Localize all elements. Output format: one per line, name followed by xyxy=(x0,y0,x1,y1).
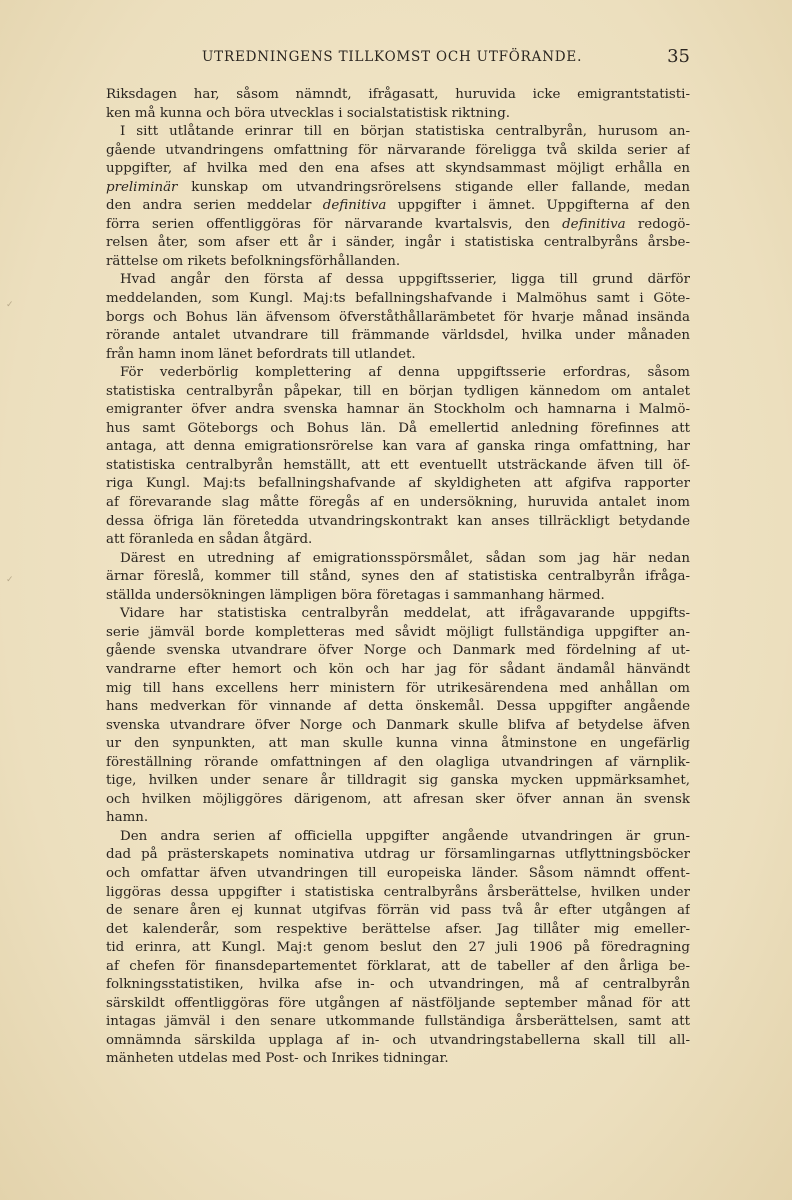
text-line: statistiska centralbyrån hemställt, att ett eventuellt utsträckande äfven till öf- xyxy=(106,457,690,473)
text-line: svenska utvandrare öfver Norge och Danmark skulle blifva af betydelse äfven xyxy=(106,717,690,733)
emphasized-word: preliminär xyxy=(106,179,178,195)
text-line: från hamn inom länet befordrats till utlandet. xyxy=(106,346,416,362)
text-line: ärnar föreslå, kommer till stånd, synes den af statistiska centralbyrån ifråga- xyxy=(106,569,690,585)
text-line: särskildt offentliggöras före utgången af nästföljande september månad för att xyxy=(106,995,690,1011)
text-line: dessa öfriga län företedda utvandringskontrakt kan anses tillräckligt betydande xyxy=(106,513,690,529)
text-line: gående svenska utvandrare öfver Norge och Danmark med fördelning af ut- xyxy=(106,643,690,659)
text-line: vandrarne efter hemort och kön och har jag för sådant ändamål hänvändt xyxy=(106,661,690,677)
emphasized-word: definitiva xyxy=(322,198,387,214)
emphasized-word: definitiva xyxy=(562,216,626,232)
text-line: riga Kungl. Maj:ts befallningshafvande af skyldigheten att afgifva rapporter xyxy=(106,476,690,492)
text-line: I sitt utlåtande erinrar till en början statistiska centralbyrån, hurusom an- xyxy=(120,124,690,140)
text-line: Hvad angår den första af dessa uppgiftsserier, ligga till grund därför xyxy=(120,272,690,288)
text-line: förra serien offentliggöras för närvarande kvartalsvis, den definitiva redogö- xyxy=(106,216,690,232)
text-line: tid erinra, att Kungl. Maj:t genom beslut den 27 juli 1906 på föredragning xyxy=(106,940,690,956)
text-line: relsen åter, som afser ett år i sänder, ingår i statistiska centralbyråns årsbe- xyxy=(106,235,690,251)
text-line: ställda undersökningen lämpligen böra företagas i sammanhang härmed. xyxy=(106,587,605,603)
text-line: det kalenderår, som respektive berättelse afser. Jag tillåter mig emeller- xyxy=(106,921,690,937)
text-line: folkningsstatistiken, hvilka afse in- och utvandringen, må af centralbyrån xyxy=(106,977,690,993)
text-line: hamn. xyxy=(106,810,149,826)
text-line: Den andra serien af officiella uppgifter angående utvandringen är grun- xyxy=(120,828,690,844)
text-line: meddelanden, som Kungl. Maj:ts befallningshafvande i Malmöhus samt i Göte- xyxy=(106,291,690,307)
text-line: emigranter öfver andra svenska hamnar än Stockholm och hamnarna i Malmö- xyxy=(106,402,690,418)
text-line: antaga, att denna emigrationsrörelse kan vara af ganska ringa omfattning, har xyxy=(106,439,690,455)
page-header xyxy=(106,46,690,70)
text-line: föreställning rörande omfattningen af den olagliga utvandringen af värnplik- xyxy=(106,754,690,770)
text-line: omnämnda särskilda upplaga af in- och utvandringstabellerna skall till all- xyxy=(106,1032,690,1048)
text-line: gående utvandringens omfattning för närvarande föreligga två skilda serier af xyxy=(106,142,690,158)
body-text xyxy=(106,86,690,1069)
text-line: och omfattar äfven utvandringen till europeiska länder. Såsom nämndt offent- xyxy=(106,865,690,881)
text-line: serie jämväl borde kompletteras med såvidt möjligt fullständiga uppgifter an- xyxy=(106,624,690,640)
text-line: och hvilken möjliggöres därigenom, att afresan sker öfver annan än svensk xyxy=(106,791,690,807)
text-line: intagas jämväl i den senare utkommande fullständiga årsberättelsen, samt att xyxy=(106,1014,690,1030)
page-number: 35 xyxy=(667,46,690,67)
text-line: mänheten utdelas med Post- och Inrikes tidningar. xyxy=(106,1051,449,1067)
text-line: Vidare har statistiska centralbyrån meddelat, att ifrågavarande uppgifts- xyxy=(120,606,690,622)
margin-mark: ✓ xyxy=(6,575,14,585)
text-line: de senare åren ej kunnat utgifvas förrän vid pass två år efter utgången af xyxy=(106,903,690,919)
text-line: hus samt Göteborgs och Bohus län. Då emellertid anledning förefinnes att xyxy=(106,420,690,436)
running-title: UTREDNINGENS TILLKOMST OCH UTFÖRANDE. xyxy=(202,49,583,65)
text-line: Riksdagen har, såsom nämndt, ifrågasatt, huruvida icke emigrantstatisti- xyxy=(106,87,690,102)
text-line: preliminär kunskap om utvandringsrörelsens stigande eller fallande, medan xyxy=(106,179,690,195)
text-line: rättelse om rikets befolkningsförhållanden. xyxy=(106,253,401,269)
text-line: att föranleda en sådan åtgärd. xyxy=(106,532,313,548)
text-line: ur den synpunkten, att man skulle kunna vinna åtminstone en ungefärlig xyxy=(106,736,690,752)
margin-mark: ✓ xyxy=(6,300,14,310)
text-line: statistiska centralbyrån påpekar, till en början tydligen kännedom om antalet xyxy=(106,383,690,399)
text-line: liggöras dessa uppgifter i statistiska centralbyråns årsberättelse, hvilken under xyxy=(106,884,690,900)
text-line: Därest en utredning af emigrationsspörsmålet, sådan som jag här nedan xyxy=(120,550,690,566)
text-line: uppgifter, af hvilka med den ena afses att skyndsammast möjligt erhålla en xyxy=(106,161,690,177)
text-line: rörande antalet utvandrare till främmande världsdel, hvilka under månaden xyxy=(106,328,690,344)
text-line: af förevarande slag måtte föregås af en undersökning, huruvida antalet inom xyxy=(106,495,690,511)
text-line: borgs och Bohus län äfvensom öfverståthållarämbetet för hvarje månad insända xyxy=(106,309,690,325)
text-line: tige, hvilken under senare år tilldragit sig ganska mycken uppmärksamhet, xyxy=(106,773,690,789)
text-line: mig till hans excellens herr ministern för utrikesärendena med anhållan om xyxy=(106,680,690,696)
text-line: För vederbörlig komplettering af denna uppgiftsserie erfordras, såsom xyxy=(120,365,690,381)
text-line: ken må kunna och böra utvecklas i socialstatistisk riktning. xyxy=(106,105,511,121)
text-line: hans medverkan för vinnande af detta önskemål. Dessa uppgifter angående xyxy=(106,699,690,715)
text-line: dad på prästerskapets nominativa utdrag ur församlingarnas utflyttningsböcker xyxy=(106,847,690,863)
text-line: af chefen för finansdepartementet förklarat, att de tabeller af den årliga be- xyxy=(106,958,690,974)
text-line: den andra serien meddelar definitiva uppgifter i ämnet. Uppgifterna af den xyxy=(106,198,690,214)
